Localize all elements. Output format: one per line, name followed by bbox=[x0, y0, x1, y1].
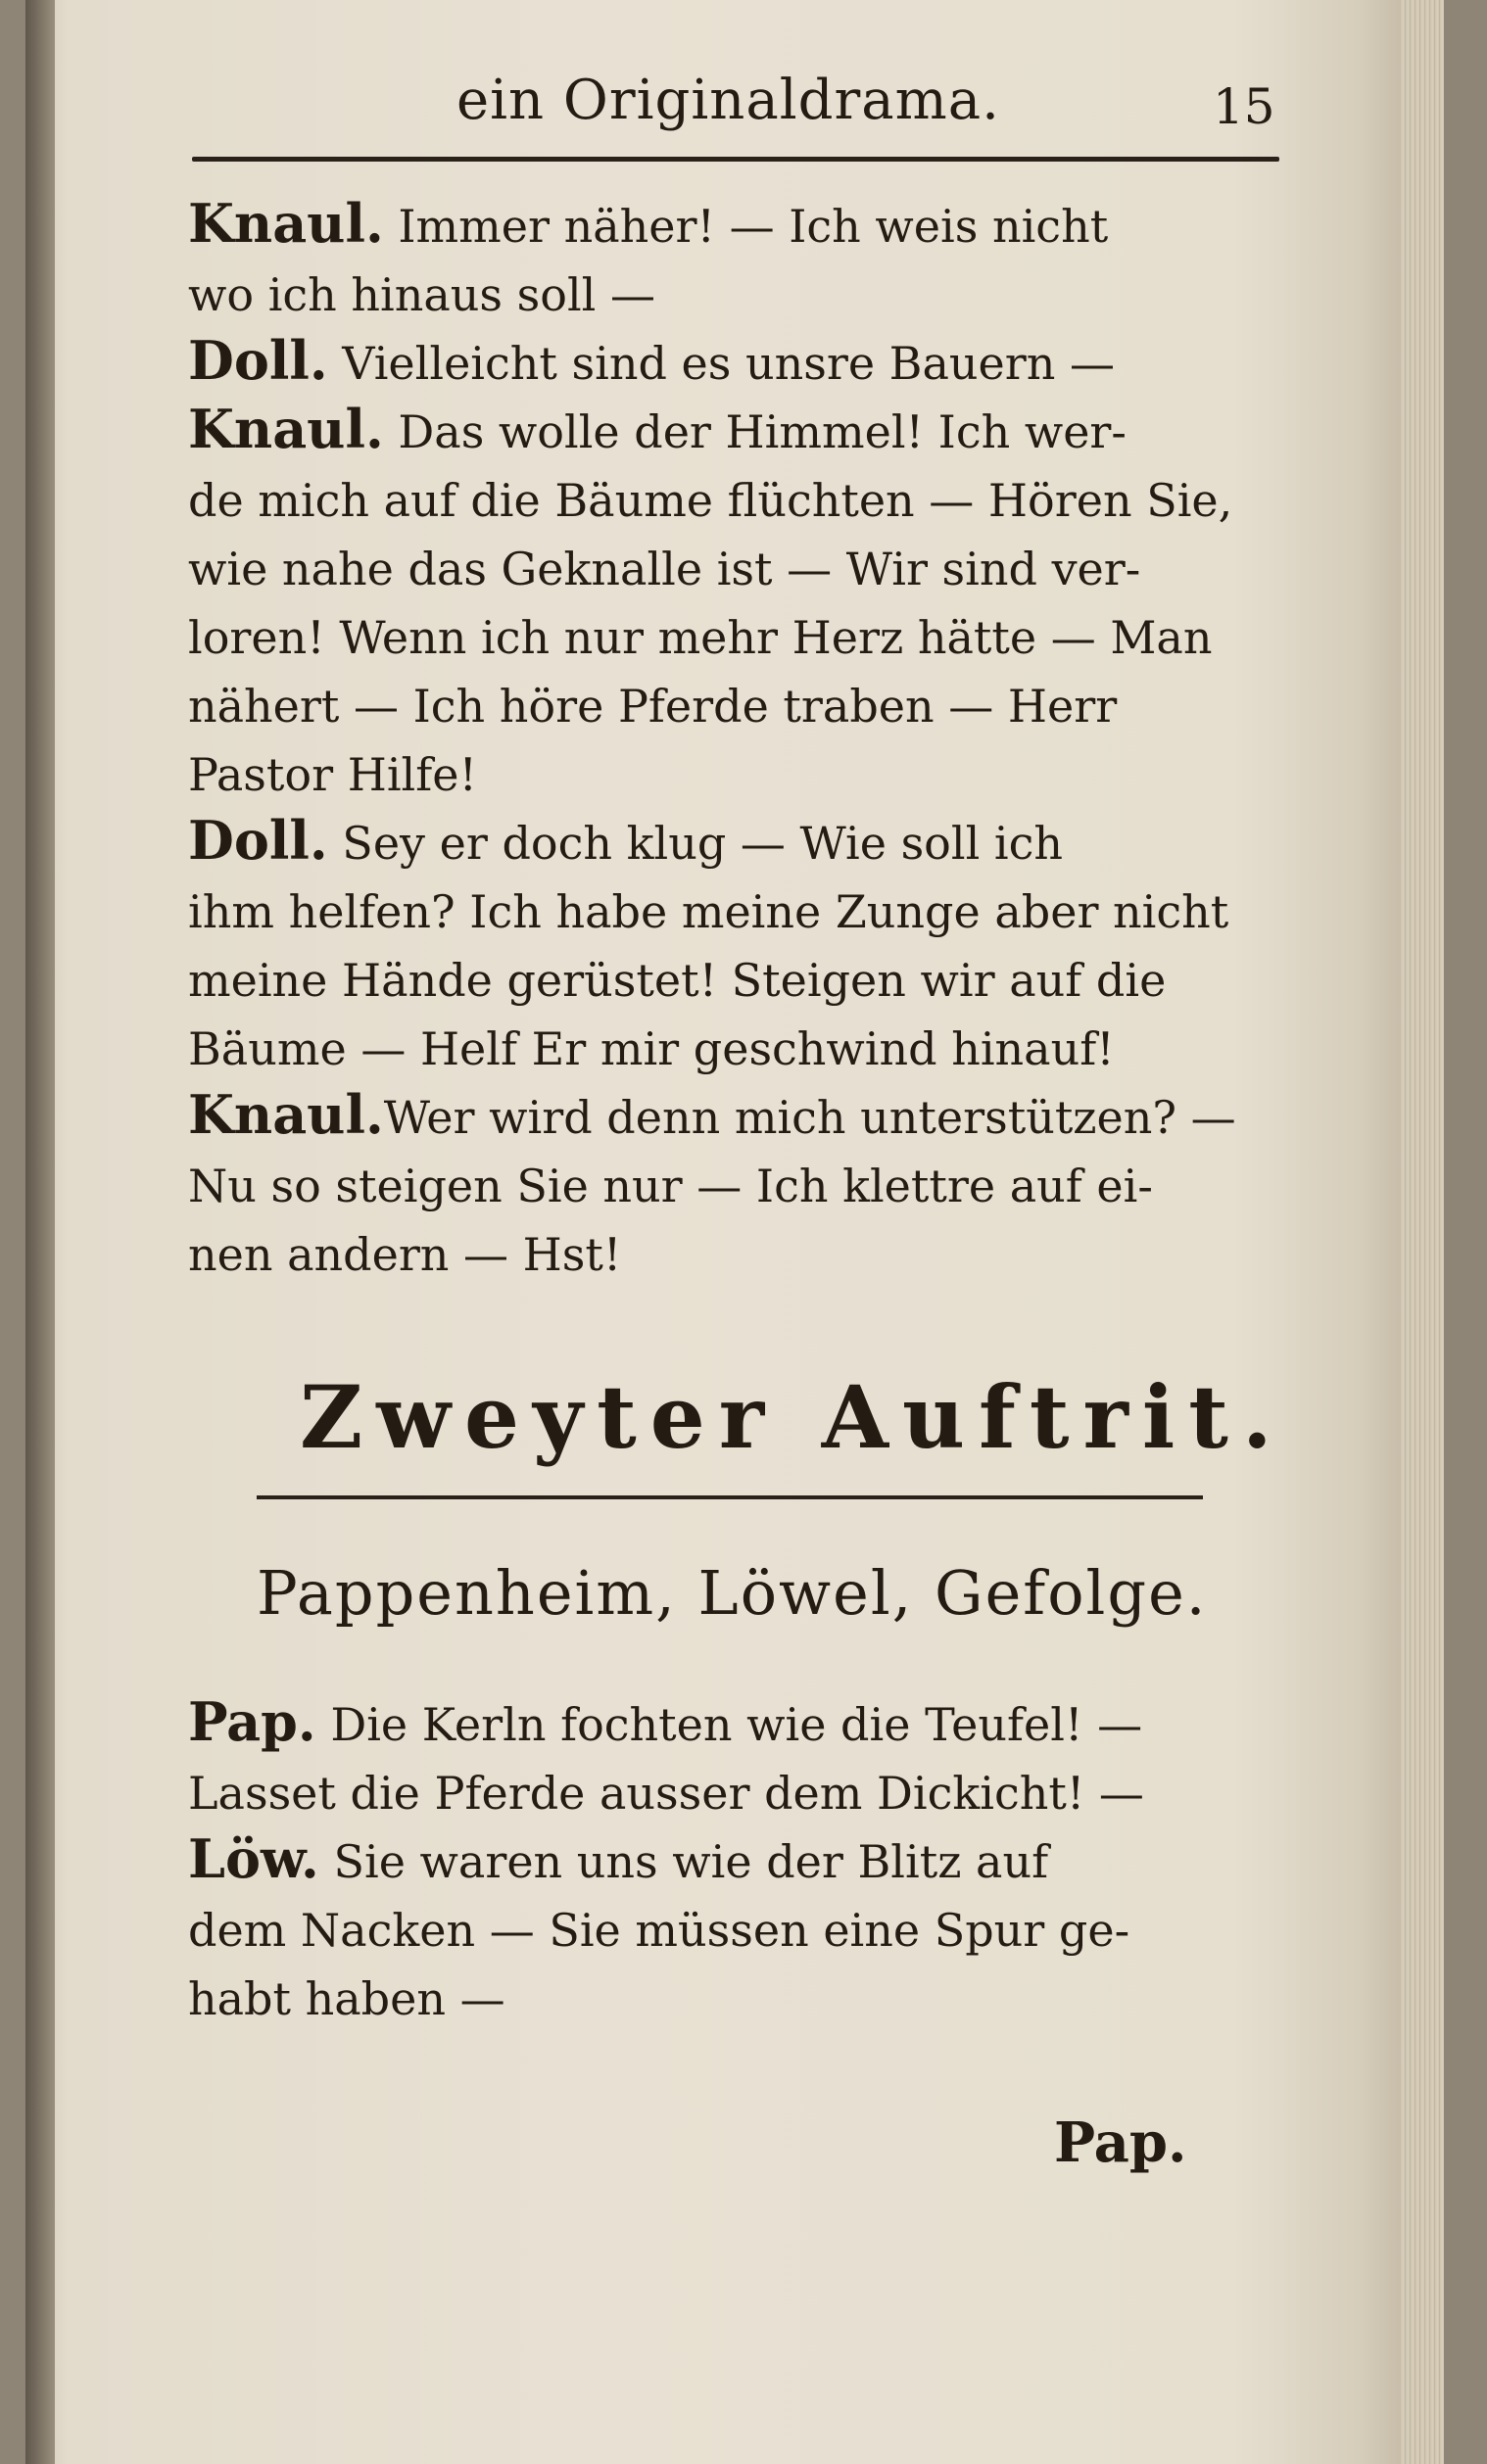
line-text: Wer wird denn mich unterstützen? — bbox=[383, 1091, 1236, 1144]
running-title: ein Originaldrama. bbox=[456, 69, 1000, 132]
book-page bbox=[25, 0, 1444, 2464]
scene-heading: Zweyter Auftrit. bbox=[300, 1366, 1286, 1468]
line-text: Lasset die Pferde ausser dem Dickicht! — bbox=[188, 1767, 1144, 1820]
line-text: wo ich hinaus soll — bbox=[188, 268, 656, 321]
line-text: Pastor Hilfe! bbox=[188, 748, 477, 801]
speaker-name: Pap. bbox=[188, 1690, 316, 1753]
text-line bbox=[188, 194, 1108, 256]
line-text: loren! Wenn ich nur mehr Herz hätte — Man bbox=[188, 611, 1213, 664]
line-text: Die Kerln fochten wie die Teufel! — bbox=[315, 1698, 1143, 1751]
text-line bbox=[188, 537, 1140, 598]
line-text: dem Nacken — Sie müssen eine Spur ge- bbox=[188, 1904, 1130, 1957]
text-line bbox=[188, 1692, 1142, 1754]
text-line bbox=[188, 674, 1117, 735]
text-line bbox=[188, 468, 1232, 530]
text-line bbox=[188, 1966, 505, 2028]
line-text: Immer näher! — Ich weis nicht bbox=[383, 200, 1109, 253]
text-line bbox=[188, 1222, 621, 1284]
line-text: Das wolle der Himmel! Ich wer- bbox=[383, 405, 1127, 458]
scene-rule bbox=[257, 1495, 1203, 1499]
line-text: wie nahe das Geknalle ist — Wir sind ver- bbox=[188, 543, 1141, 595]
speaker-name: Knaul. bbox=[188, 1083, 384, 1146]
speaker-name: Doll. bbox=[188, 329, 328, 392]
line-text: Bäume — Helf Er mir geschwind hinauf! bbox=[188, 1022, 1115, 1075]
line-text: habt haben — bbox=[188, 1972, 505, 2025]
text-line bbox=[188, 1761, 1144, 1823]
text-line bbox=[188, 1017, 1115, 1078]
line-text: nen andern — Hst! bbox=[188, 1228, 622, 1281]
cast-list: Pappenheim, Löwel, Gefolge. bbox=[257, 1557, 1208, 1629]
speaker-name: Doll. bbox=[188, 809, 328, 872]
page-number: 15 bbox=[1213, 78, 1275, 135]
line-text: nähert — Ich höre Pferde traben — Herr bbox=[188, 680, 1118, 733]
speaker-name: Knaul. bbox=[188, 192, 384, 255]
line-text: Sie waren uns wie der Blitz auf bbox=[318, 1835, 1049, 1888]
text-line bbox=[188, 1829, 1048, 1891]
page-edges bbox=[1401, 0, 1444, 2464]
header-rule bbox=[192, 157, 1279, 162]
line-text: meine Hände gerüstet! Steigen wir auf die bbox=[188, 954, 1167, 1007]
text-line bbox=[188, 262, 655, 324]
line-text: Sey er doch klug — Wie soll ich bbox=[327, 817, 1064, 870]
text-line bbox=[188, 605, 1212, 667]
line-text: Vielleicht sind es unsre Bauern — bbox=[327, 337, 1115, 390]
text-line bbox=[188, 948, 1166, 1010]
line-text: ihm helfen? Ich habe meine Zunge aber nicht bbox=[188, 885, 1229, 938]
catchword: Pap. bbox=[1054, 2110, 1187, 2175]
text-line bbox=[188, 331, 1115, 393]
text-line bbox=[188, 879, 1228, 941]
text-line bbox=[188, 811, 1063, 873]
text-line bbox=[188, 400, 1127, 461]
text-line bbox=[188, 1085, 1236, 1147]
text-line bbox=[188, 742, 477, 804]
line-text: Nu so steigen Sie nur — Ich klettre auf ei- bbox=[188, 1160, 1153, 1212]
speaker-name: Knaul. bbox=[188, 398, 384, 460]
book-spine bbox=[25, 0, 55, 2464]
text-line bbox=[188, 1154, 1153, 1215]
line-text: de mich auf die Bäume flüchten — Hören Sie, bbox=[188, 474, 1233, 527]
speaker-name: Löw. bbox=[188, 1827, 319, 1890]
text-line bbox=[188, 1898, 1129, 1960]
